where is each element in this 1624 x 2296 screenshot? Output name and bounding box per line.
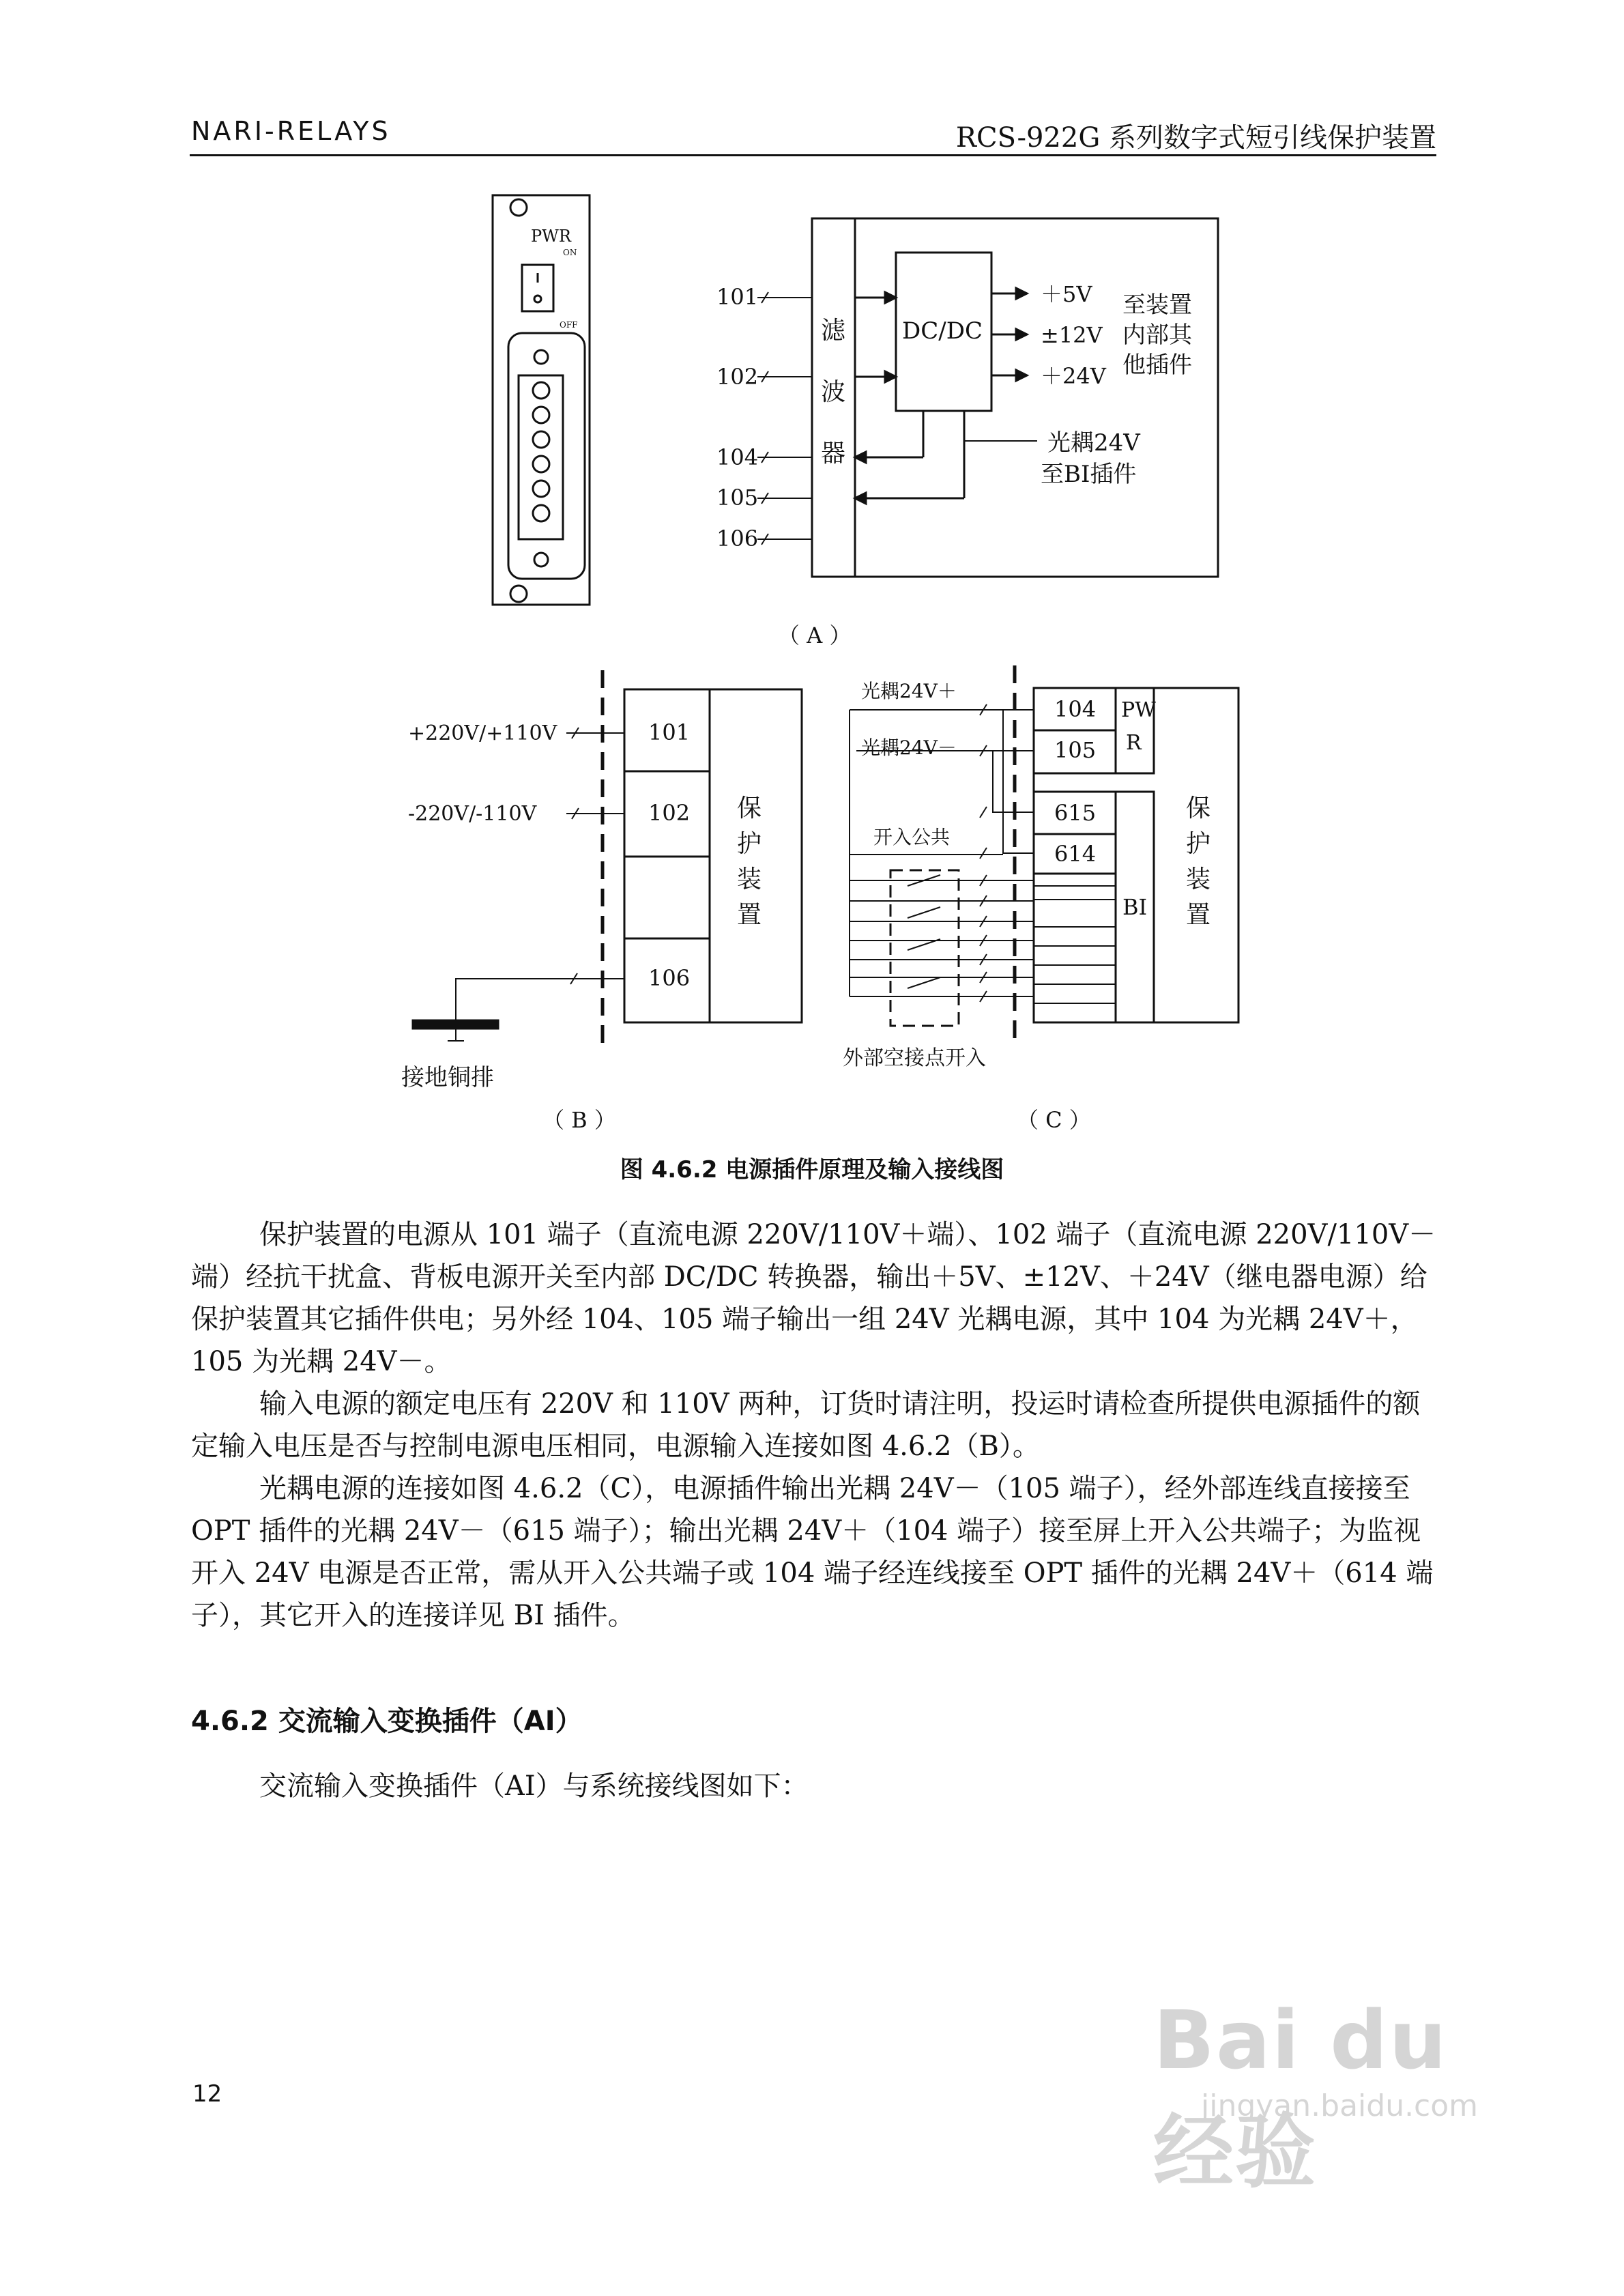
section-intro: 交流输入变换插件（AI）与系统接线图如下： [259,1770,809,1802]
c-terminal-615: 615 [1054,800,1097,826]
b-terminal-106: 106 [648,965,691,991]
power-panel-front [493,195,590,605]
paragraph-1: 保护装置的电源从 101 端子（直流电源 220V/110V＋端）、102 端子（直流电源 220V/110V－端）经抗干扰盒、背板电源开关至内部 DC/DC 转换器，输出＋5V、±12V、＋24V（继电器电源）给保护装置其它插件供电；另外经 104、105 端子输出一组 24V 光耦电源，其中 104 为光耦 24V＋，105 为光耦 24V－。 [191,1219,1436,1377]
paragraph-2: 输入电源的额定电压有 220V 和 110V 两种，订货时请注明，投运时请检查所提供电源插件的额定输入电压是否与控制电源电压相同，电源输入连接如图 4.6.2（B）。 [191,1388,1421,1462]
signal-opto-negative: 光耦24V－ [861,736,957,759]
external-contacts-box [890,870,959,1026]
output-12v: ±12V [1041,322,1103,348]
header-brand: NARI-RELAYS [191,116,391,146]
watermark [1153,1993,1535,2199]
b-input-negative: -220V/-110V [408,802,537,826]
bi-label: BI [1122,894,1148,920]
contact-switches [908,875,940,988]
panel-screw-bottom-icon [510,586,527,602]
a-terminal-102: 102 [716,364,759,390]
filter-char-2: 波 [821,378,846,406]
c-terminal-105: 105 [1054,737,1097,763]
a-terminal-101: 101 [716,284,759,310]
section-title: 4.6.2 交流输入变换插件（AI） [191,1706,583,1737]
to-internal-line-1: 至装置 [1122,291,1192,319]
body-text [191,1214,1440,1637]
optocoupler-line-2: 至BI插件 [1041,461,1137,488]
a-terminal-105: 105 [716,485,759,511]
to-internal-line-3: 他插件 [1122,351,1192,379]
terminal-screws [533,382,549,521]
ground-label: 接地铜排 [401,1064,494,1091]
b-terminal-101: 101 [648,719,691,745]
panel-screw-top-icon [510,199,527,216]
panel-pwr-label: PWR [531,227,571,246]
a-terminal-106: 106 [716,526,759,551]
to-internal-line-2: 内部其 [1122,321,1192,349]
a-terminal-104: 104 [716,444,759,470]
panel-on-label: ON [563,248,577,257]
watermark-logo: Bai du 经验 [1153,1993,1448,2199]
diagram-a [716,218,1218,648]
b-device-char-3: 装 [737,865,762,893]
ground-busbar-icon [413,1020,498,1029]
filter-char-3: 器 [821,440,846,468]
b-device-char-4: 置 [737,901,762,929]
paragraph-3: 光耦电源的连接如图 4.6.2（C），电源插件输出光耦 24V－（105 端子），经外部连线直接接至 OPT 插件的光耦 24V－（615 端子）；输出光耦 24V＋（104 端子）接至屏上开入公共端子；为监视开入 24V 电源是否正常，需从开入公共端子或 104 端子经连线接至 OPT 插件的光耦 24V＋（614 端子），其它开入的连接详见 BI 插件。 [191,1473,1434,1631]
b-device-char-1: 保 [737,794,762,822]
pwr-label-1: PW [1121,698,1157,722]
c-device-char-1: 保 [1186,794,1211,822]
filter-char-1: 滤 [821,317,846,345]
label-a: （ A ） [778,622,852,648]
output-24v: ＋24V [1041,363,1106,389]
c-terminal-614: 614 [1054,841,1097,867]
c-device-char-3: 装 [1186,865,1211,893]
label-b: （ B ） [542,1107,616,1133]
figure-4-6-2 [0,0,1624,1147]
c-device-char-4: 置 [1186,901,1211,929]
power-switch-icon [522,265,553,311]
b-device-char-2: 护 [737,830,762,858]
optocoupler-line-1: 光耦24V [1047,429,1140,457]
diagram-c [843,665,1238,1133]
figure-caption: 图 4.6.2 电源插件原理及输入接线图 [620,1156,1004,1183]
header-doc-title: RCS-922G 系列数字式短引线保护装置 [955,122,1436,154]
panel-off-label: OFF [560,320,578,330]
page-number: 12 [192,2080,222,2108]
external-contacts-label: 外部空接点开入 [843,1046,986,1070]
watermark-url: jingyan.baidu.com [1201,2089,1479,2123]
label-c: （ C ） [1017,1107,1091,1133]
c-terminal-104: 104 [1054,696,1097,722]
pwr-label-2: R [1126,731,1142,755]
b-input-positive: +220V/+110V [408,721,557,745]
output-5v: ＋5V [1041,281,1092,307]
dcdc-label: DC/DC [902,317,983,345]
b-terminal-102: 102 [648,800,691,826]
signal-common: 开入公共 [873,826,951,848]
signal-opto-positive: 光耦24V＋ [861,680,957,702]
c-device-char-2: 护 [1186,830,1211,858]
diagram-b [401,670,802,1133]
